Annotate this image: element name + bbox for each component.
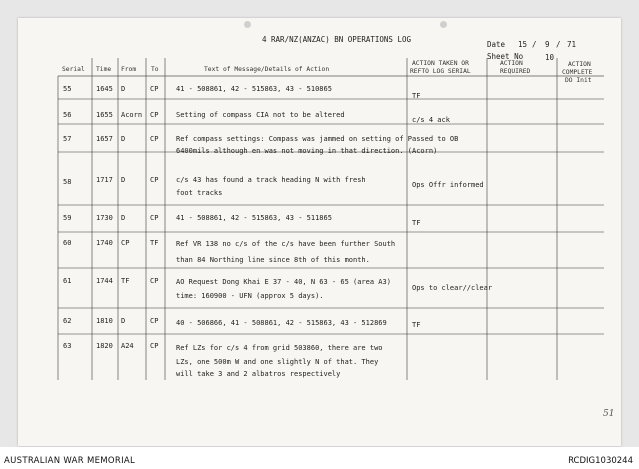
to-cell: CP (150, 317, 159, 325)
col-action-complete-1: ACTION (568, 61, 591, 68)
from-cell: A24 (121, 342, 134, 350)
col-action-taken-2: REFTO LOG SERIAL (410, 68, 471, 75)
message-text: Ref LZs for c/s 4 from grid 503860, there are two (176, 344, 383, 352)
archive-name: AUSTRALIAN WAR MEMORIAL (4, 456, 136, 466)
to-cell: CP (150, 277, 159, 285)
serial-cell: 56 (63, 111, 72, 119)
time-cell: 1657 (96, 135, 113, 143)
action-cell: c/s 4 ack (412, 116, 450, 124)
message-text: AO Request Dong Khai E 37 - 40, N 63 - 65 (area A3) (176, 278, 391, 286)
to-cell: CP (150, 342, 159, 350)
action-cell: Ops Offr informed (412, 181, 484, 189)
time-cell: 1730 (96, 214, 113, 222)
to-cell: TF (150, 239, 159, 247)
col-action-complete-2: COMPLETE (562, 69, 593, 76)
from-cell: TF (121, 277, 130, 285)
time-cell: 1717 (96, 176, 113, 184)
serial-cell: 60 (63, 239, 72, 247)
action-cell: TF (412, 321, 421, 329)
from-cell: D (121, 85, 126, 93)
handwritten-page-number: 51 (603, 409, 615, 419)
from-cell: D (121, 135, 126, 143)
col-action-taken-1: ACTION TAKEN OR (412, 60, 469, 67)
time-cell: 1810 (96, 317, 113, 325)
time-cell: 1744 (96, 277, 113, 285)
message-text: 41 - 508861, 42 - 515863, 43 - 511865 (176, 214, 332, 222)
col-time: Time (96, 66, 112, 73)
sheet-label: Sheet No (487, 52, 524, 61)
time-cell: 1740 (96, 239, 113, 247)
col-from: From (121, 66, 137, 73)
col-action-required-1: ACTION (500, 60, 523, 67)
archive-reference: RCDIG1030244 (568, 456, 633, 466)
serial-cell: 62 (63, 317, 72, 325)
time-cell: 1655 (96, 111, 113, 119)
message-text: c/s 43 has found a track heading N with fresh (176, 176, 366, 184)
from-cell: D (121, 176, 126, 184)
message-text: Ref VR 138 no c/s of the c/s have been further South (176, 240, 396, 248)
serial-cell: 58 (63, 178, 72, 186)
sheet-number: 10 (545, 53, 555, 62)
to-cell: CP (150, 214, 159, 222)
message-text: LZs, one 500m W and one slightly N of that. They (176, 358, 379, 366)
col-action-required-2: REQUIRED (500, 68, 531, 75)
col-to: To (151, 66, 159, 73)
serial-cell: 61 (63, 277, 72, 285)
from-cell: D (121, 214, 126, 222)
serial-cell: 57 (63, 135, 72, 143)
col-serial: Serial (62, 66, 85, 73)
message-text: Ref compass settings: Compass was jammed on setting of Passed to OB (176, 135, 459, 143)
time-cell: 1820 (96, 342, 113, 350)
to-cell: CP (150, 176, 159, 184)
serial-cell: 63 (63, 342, 72, 350)
from-cell: Acorn (121, 111, 143, 119)
message-text: 40 - 506866, 41 - 508861, 42 - 515863, 43 - 512869 (176, 319, 387, 327)
col-action-complete-3: DO Init (565, 77, 592, 84)
action-cell: Ops to clear//clear (412, 284, 493, 292)
message-text: 41 - 508861, 42 - 515863, 43 - 510865 (176, 85, 332, 93)
archive-footer (0, 447, 639, 469)
from-cell: D (121, 317, 126, 325)
to-cell: CP (150, 85, 159, 93)
action-cell: TF (412, 219, 421, 227)
serial-cell: 55 (63, 85, 72, 93)
message-text: foot tracks (176, 189, 223, 197)
log-title: 4 RAR/NZ(ANZAC) BN OPERATIONS LOG (262, 35, 412, 44)
date-day: 15 (518, 40, 528, 49)
col-text: Text of Message/Details of Action (204, 66, 330, 73)
time-cell: 1645 (96, 85, 113, 93)
message-text: than 84 Northing line since 8th of this month. (176, 256, 370, 264)
serial-cell: 59 (63, 214, 72, 222)
message-text: time: 160900 - UFN (approx 5 days). (176, 292, 324, 300)
date-year: 71 (567, 40, 577, 49)
date-label: Date (487, 40, 506, 49)
message-text: 6400mils although en was not moving in that direction. (Acorn) (176, 147, 438, 155)
action-cell: TF (412, 92, 421, 100)
from-cell: CP (121, 239, 130, 247)
message-text: Setting of compass CIA not to be altered (176, 111, 345, 119)
to-cell: CP (150, 135, 159, 143)
date-month: 9 (545, 40, 550, 49)
to-cell: CP (150, 111, 159, 119)
message-text: will take 3 and 2 albatros respectively (176, 370, 341, 378)
